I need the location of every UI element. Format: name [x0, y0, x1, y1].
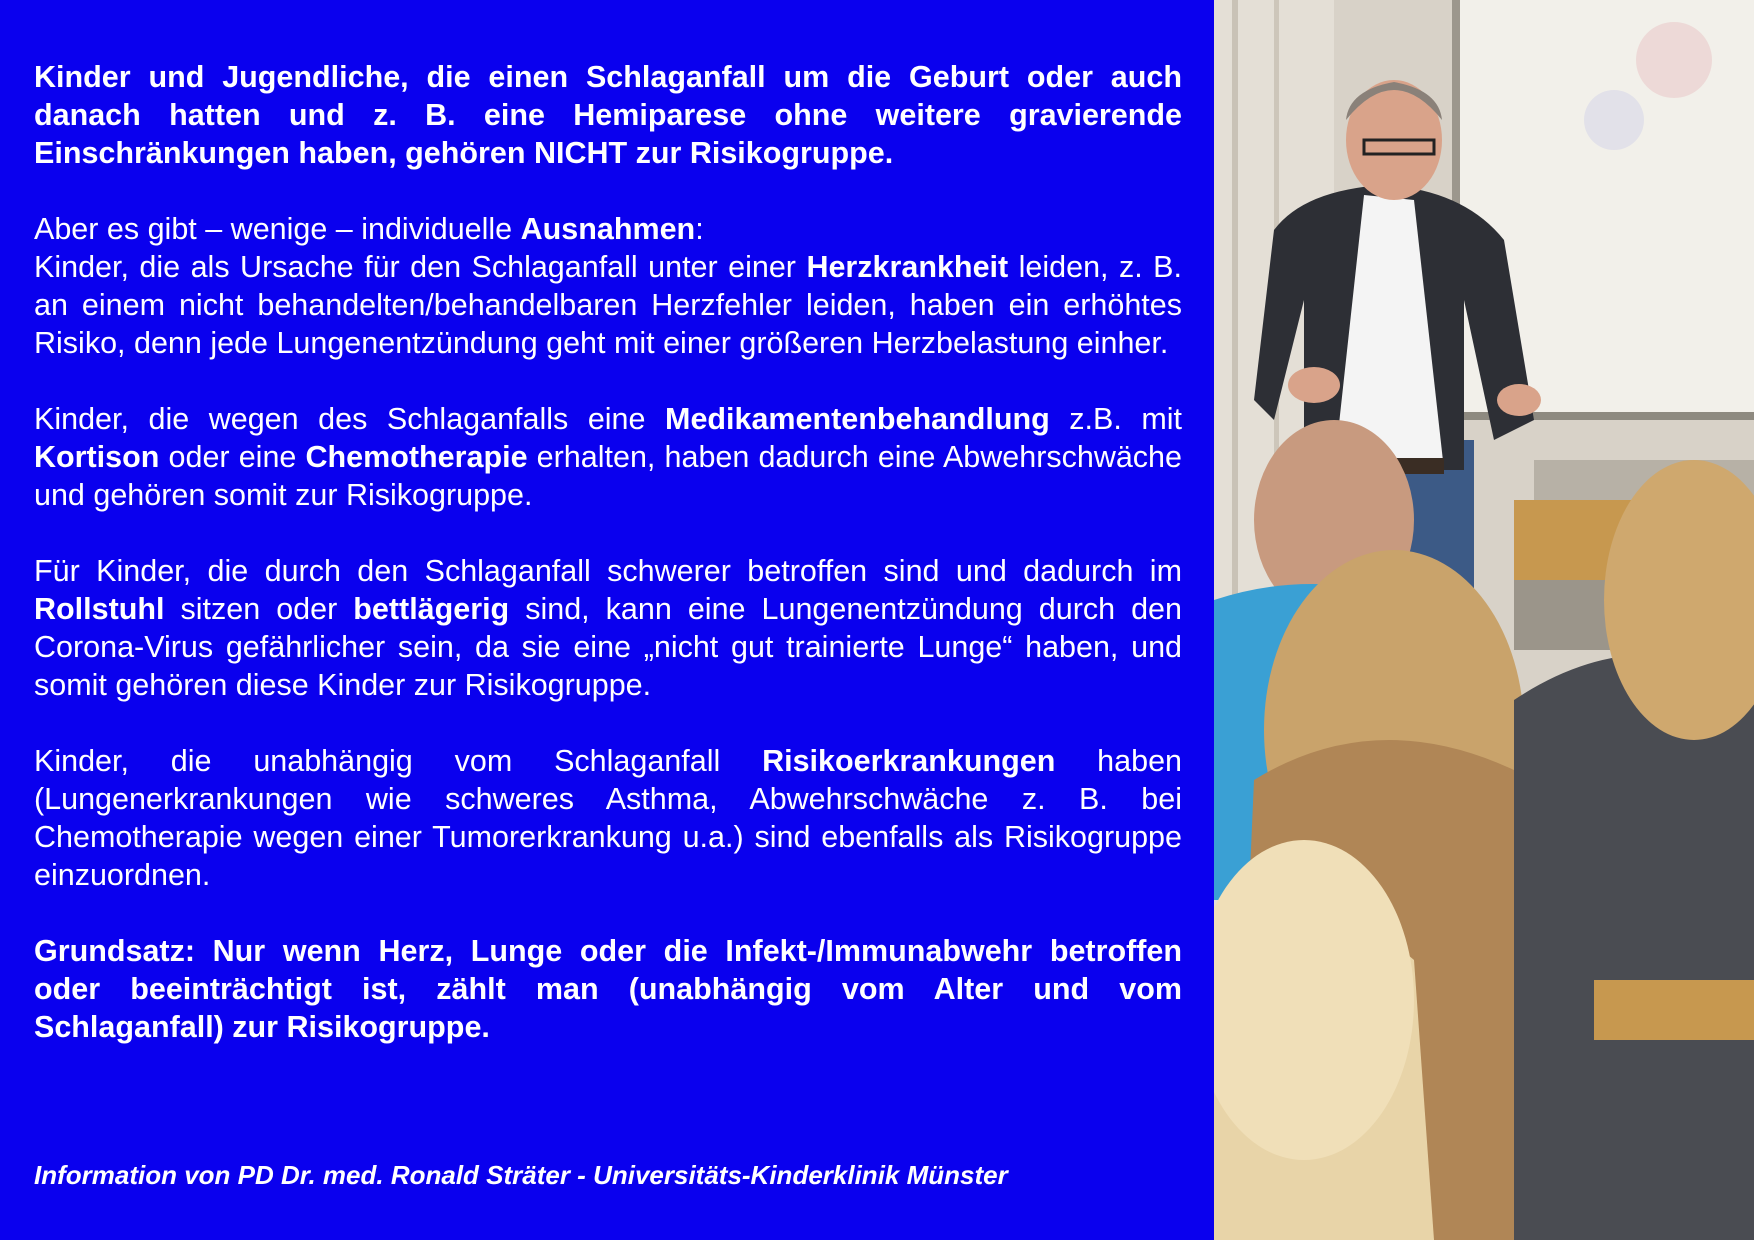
wheelchair-text-2: sitzen oder [164, 592, 354, 626]
risk-keyword: Risikoerkrankungen [762, 744, 1056, 778]
chemotherapy-keyword: Chemotherapie [305, 440, 528, 474]
photo-illustration [1214, 0, 1754, 1240]
medication-text-3: oder eine [159, 440, 306, 474]
risk-diseases-paragraph [34, 742, 1182, 894]
medication-text-4: erhalten, haben dadurch eine Abwehrschwäche und gehören somit zur Risikogruppe. [34, 440, 1182, 512]
medication-paragraph [34, 400, 1182, 514]
heart-keyword: Herzkrankheit [806, 250, 1009, 284]
medication-keyword: Medikamentenbehandlung [665, 402, 1050, 436]
exceptions-keyword: Ausnahmen [520, 212, 696, 246]
wheelchair-paragraph [34, 552, 1182, 704]
intro-paragraph: Kinder und Jugendliche, die einen Schlaganfall um die Geburt oder auch danach hatten und z. B. eine Hemiparese ohne weitere gravierende Einschränkungen haben, gehören NICHT zur Risikogruppe. [34, 60, 1182, 170]
wheelchair-text-1: Für Kinder, die durch den Schlaganfall schwerer betroffen sind und dadurch im [34, 554, 1182, 588]
risk-text-1: Kinder, die unabhängig vom Schlaganfall [34, 744, 763, 778]
cortisone-keyword: Kortison [34, 440, 160, 474]
medication-text-1: Kinder, die wegen des Schlaganfalls eine [34, 402, 666, 436]
speaker-photo [1214, 0, 1754, 1240]
principle-paragraph: Grundsatz: Nur wenn Herz, Lunge oder die Infekt-/Immunabwehr betroffen oder beeinträchtigt ist, zählt man (unabhängig vom Alter und vom Schlaganfall) zur Risikogruppe. [34, 934, 1182, 1044]
heart-text-2: leiden, z. B. an einem nicht behandelten/behandelbaren Herzfehler leiden, haben ein erhöhtes Risiko, denn jede Lungenentzündung geht mit einer größeren Herzbelastung einher. [34, 250, 1182, 360]
medication-text-2: z.B. mit [1049, 402, 1182, 436]
bedridden-keyword: bettlägerig [353, 592, 510, 626]
heart-disease-paragraph [34, 248, 1182, 362]
exceptions-text: Aber es gibt – wenige – individuelle [34, 212, 521, 246]
wheelchair-keyword: Rollstuhl [34, 592, 165, 626]
heart-text-1: Kinder, die als Ursache für den Schlaganfall unter einer [34, 250, 807, 284]
exceptions-colon: : [695, 212, 704, 246]
wheelchair-text-3: sind, kann eine Lungenentzündung durch den Corona-Virus gefährlicher sein, da sie eine „nicht gut trainierte Lunge“ haben, und somit gehören diese Kinder zur Risikogruppe. [34, 592, 1182, 702]
exceptions-heading [34, 210, 1182, 248]
risk-text-2: haben (Lungenerkrankungen wie schweres Asthma, Abwehrschwäche z. B. bei Chemotherapie wegen einer Tumorerkrankung u.a.) sind ebenfalls als Risikogruppe einzuordnen. [34, 744, 1182, 892]
source-footer: Information von PD Dr. med. Ronald Sträter - Universitäts-Kinderklinik Münster [34, 1160, 1008, 1190]
